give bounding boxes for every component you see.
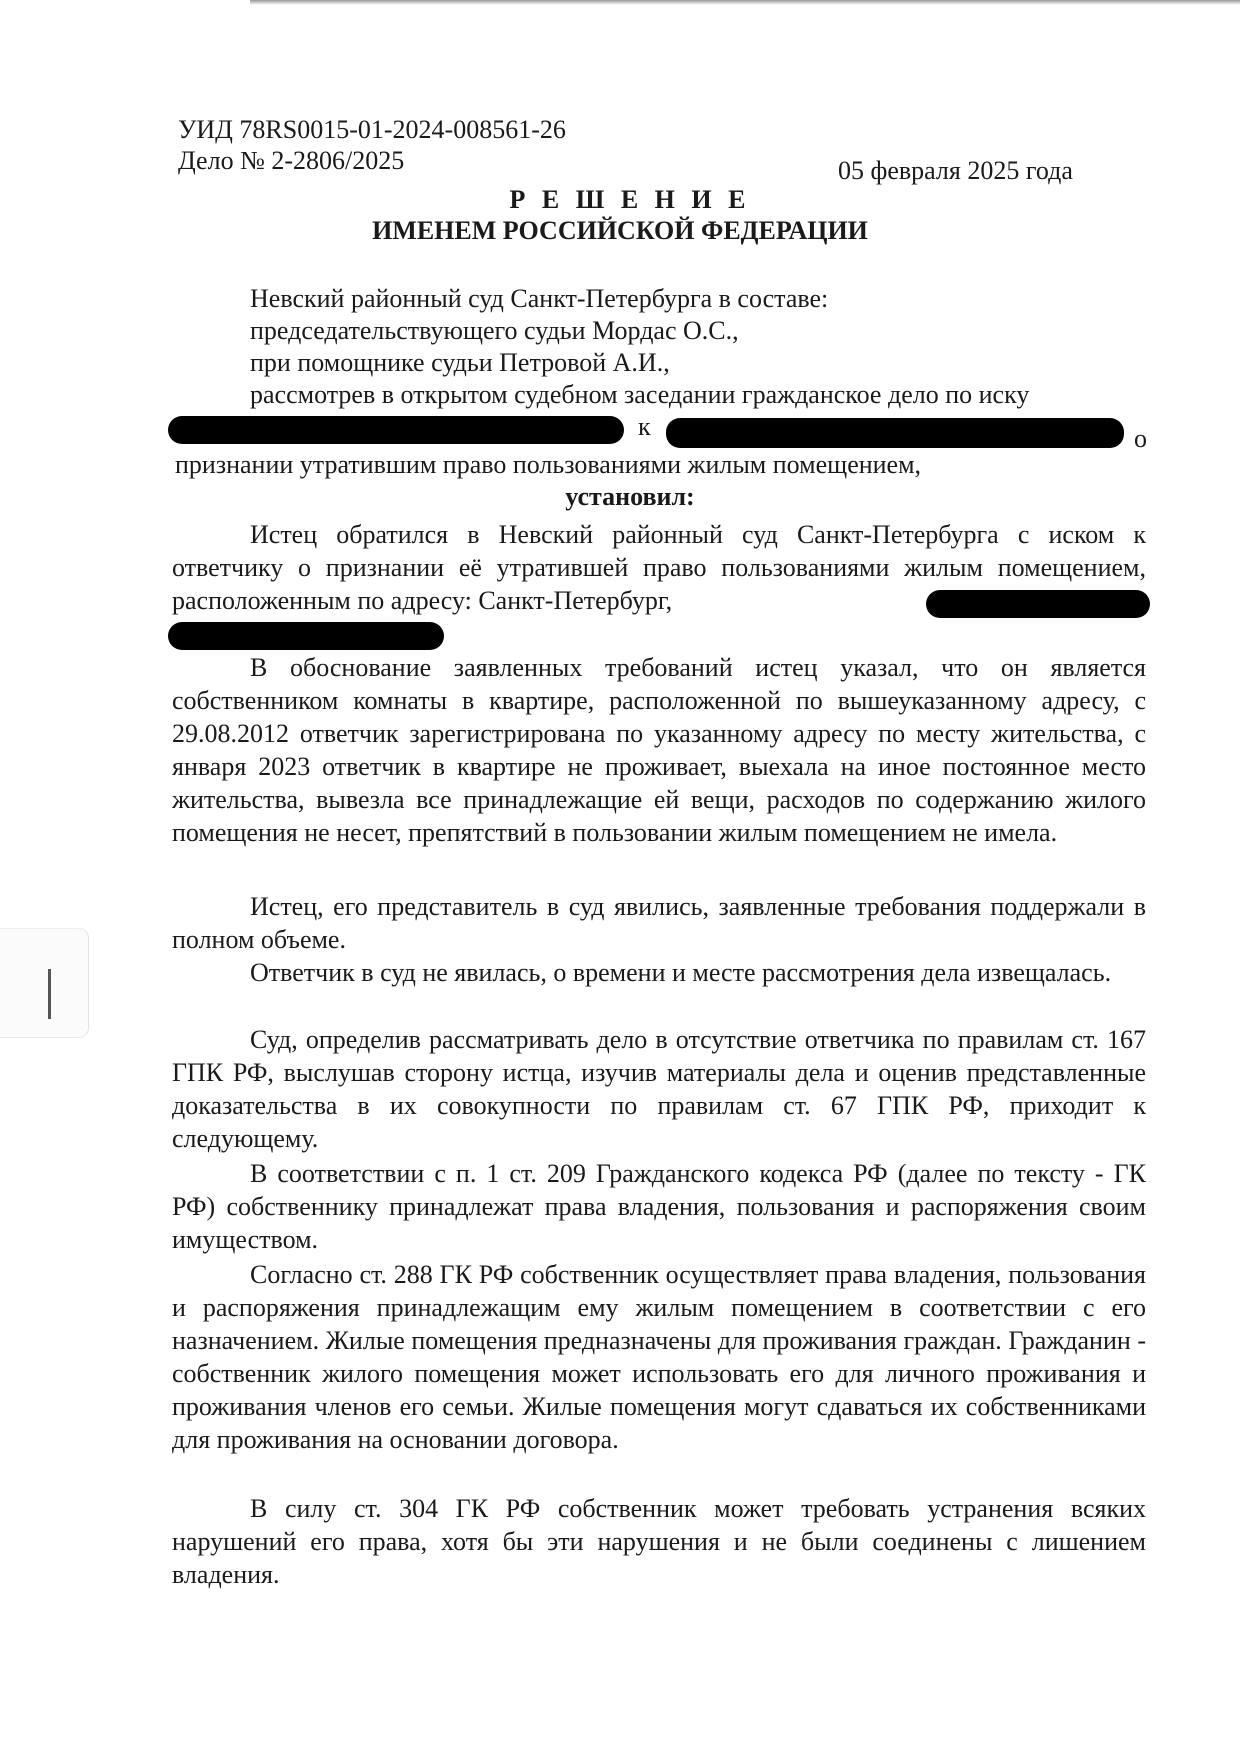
redaction-plaintiff bbox=[168, 416, 624, 444]
document-title: Р Е Ш Е Н И Е bbox=[509, 185, 751, 214]
intro-assistant: при помощнике судьи Петровой А.И., bbox=[250, 348, 670, 377]
redaction-address-2 bbox=[168, 622, 444, 650]
intro-considering: рассмотрев в открытом судебном заседании гражданское дело по иску bbox=[250, 380, 1030, 409]
paragraph-4: Ответчик в суд не явилась, о времени и месте рассмотрения дела извещалась. bbox=[250, 958, 1112, 987]
paragraph-1: Истец обратился в Невский районный суд Санкт-Петербурга с иском к ответчику о признании её утратившей право пользованиями жилым помещением, расположенным по адресу: Санкт-Петербург, bbox=[172, 520, 1146, 615]
intro-court: Невский районный суд Санкт-Петербурга в составе: bbox=[250, 284, 829, 313]
case-header bbox=[178, 114, 566, 176]
scan-paper-clip-mark bbox=[0, 928, 89, 1038]
redaction-address-1 bbox=[926, 590, 1150, 618]
case-number-text: Дело № 2-2806/2025 bbox=[178, 146, 405, 175]
scan-edge-shadow bbox=[250, 0, 1240, 5]
paragraph-3: Истец, его представитель в суд явились, заявленные требования поддержали в полном объеме. bbox=[172, 892, 1146, 954]
intro-subject: признании утратившим право пользованиями жилым помещением, bbox=[175, 450, 922, 479]
intro-judge: председательствующего судьи Мордас О.С., bbox=[250, 316, 739, 345]
intro-k: к bbox=[638, 412, 651, 441]
paragraph-5: Суд, определив рассматривать дело в отсутствие ответчика по правилам ст. 167 ГПК РФ, выслушав сторону истца, изучив материалы дела и оценив представленные доказательства в их совокупности по правилам ст. 67 ГПК РФ, приходит к следующему. bbox=[172, 1025, 1146, 1153]
paragraph-7: Согласно ст. 288 ГК РФ собственник осуществляет права владения, пользования и распоряжения принадлежащим ему жилым помещением в соответствии с его назначением. Жилые помещения предназначены для проживания граждан. Гражданин - собственник жилого помещения может использовать его для личного проживания и проживания членов его семьи. Жилые помещения могут сдаваться их собственниками для проживания на основании договора. bbox=[172, 1260, 1146, 1454]
paragraph-6: В соответствии с п. 1 ст. 209 Гражданского кодекса РФ (далее по тексту - ГК РФ) собственнику принадлежат права владения, пользования и распоряжения своим имуществом. bbox=[172, 1159, 1146, 1254]
paragraph-2: В обоснование заявленных требований истец указал, что он является собственником комнаты в квартире, расположенной по вышеуказанному адресу, с 29.08.2012 ответчик зарегистрирована по указанному адресу по месту жительства, с января 2023 ответчик в квартире не проживает, выехала на иное постоянное место жительства, вывезла все принадлежащие ей вещи, расходов по содержанию жилого помещения не несет, препятствий в пользовании жилым помещением не имела. bbox=[172, 653, 1146, 847]
document-subtitle: ИМЕНЕМ РОССИЙСКОЙ ФЕДЕРАЦИИ bbox=[372, 216, 868, 245]
intro-o: о bbox=[1134, 424, 1147, 453]
decision-date: 05 февраля 2025 года bbox=[838, 156, 1073, 185]
redaction-defendant bbox=[666, 418, 1124, 448]
established-heading: установил: bbox=[565, 482, 695, 511]
uid-text: УИД 78RS0015-01-2024-008561-26 bbox=[178, 115, 566, 144]
paragraph-8: В силу ст. 304 ГК РФ собственник может требовать устранения всяких нарушений его права, хотя бы эти нарушения и не были соединены с лишением владения. bbox=[172, 1494, 1146, 1589]
